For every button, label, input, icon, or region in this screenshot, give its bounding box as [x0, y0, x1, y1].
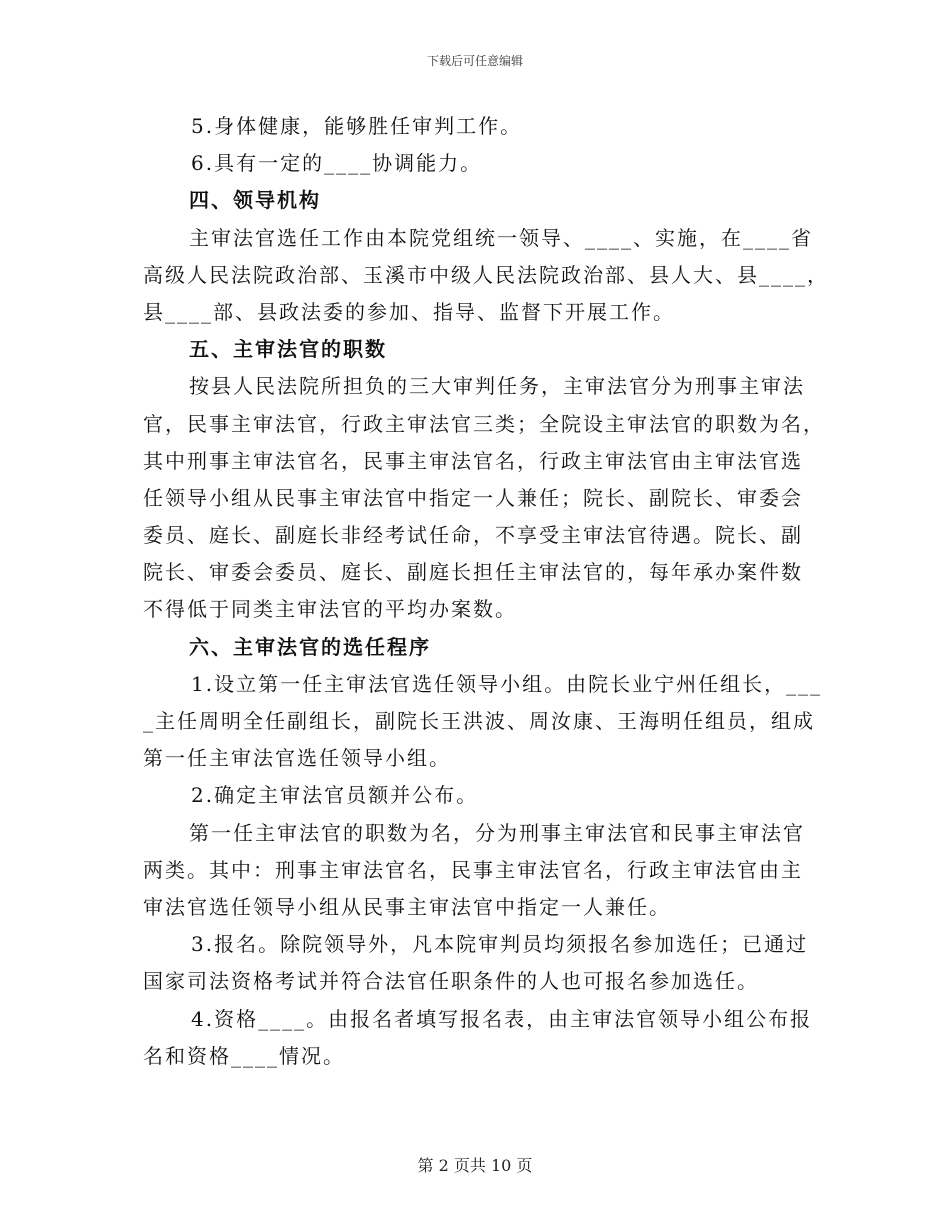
list-item-5: 5.身体健康，能够胜任审判工作。	[191, 114, 523, 138]
paragraph-line: 不得低于同类主审法官的平均办案数。	[143, 597, 517, 622]
paragraph-line: 高级人民法院政治部、玉溪市中级人民法院政治部、县人大、县____，	[143, 262, 829, 287]
document-body	[143, 108, 829, 1075]
paragraph-line: 主审法官选任工作由本院党组统一领导、____、实施，在____省	[189, 225, 813, 250]
page-number-footer: 第 2 页共 10 页	[417, 1156, 533, 1175]
section-heading-5: 五、主审法官的职数	[189, 337, 387, 362]
paragraph-line: 第一任主审法官选任领导小组。	[143, 746, 451, 771]
paragraph-line: 国家司法资格考试并符合法官任职条件的人也可报名参加选任。	[143, 969, 759, 994]
paragraph-line: 审法官选任领导小组从民事主审法官中指定一人兼任。	[143, 894, 671, 919]
paragraph-line: 两类。其中：刑事主审法官名，民事主审法官名，行政主审法官由主	[143, 857, 803, 882]
paragraph-line: 按县人民法院所担负的三大审判任务，主审法官分为刑事主审法	[189, 374, 805, 399]
list-item-3: 3.报名。除院领导外，凡本院审判员均须报名参加选任；已通过	[191, 932, 809, 957]
paragraph-line: 委员、庭长、副庭长非经考试任命，不享受主审法官待遇。院长、副	[143, 523, 803, 548]
list-item-1: 1.设立第一任主审法官选任领导小组。由院长业宁州任组长，___	[191, 671, 823, 696]
page-header: 下载后可任意编辑	[426, 54, 523, 68]
paragraph-line: 任领导小组从民事主审法官中指定一人兼任；院长、副院长、审委会	[143, 485, 803, 510]
paragraph-line: 院长、审委会委员、庭长、副庭长担任主审法官的，每年承办案件数	[143, 560, 803, 585]
paragraph-line: 县____部、县政法委的参加、指导、监督下开展工作。	[143, 299, 675, 324]
list-item-4: 4.资格____。由报名者填写报名表，由主审法官领导小组公布报	[191, 1006, 813, 1031]
paragraph-line: _主任周明全任副组长，副院长王洪波、周汝康、王海明任组员，组成	[143, 709, 815, 733]
paragraph-line: 第一任主审法官的职数为名，分为刑事主审法官和民事主审法官	[189, 820, 805, 845]
list-item-2: 2.确定主审法官员额并公布。	[191, 783, 479, 808]
paragraph-line: 名和资格____情况。	[143, 1043, 345, 1068]
paragraph-line: 官，民事主审法官，行政主审法官三类；全院设主审法官的职数为名，	[143, 411, 825, 436]
list-item-6: 6.具有一定的____协调能力。	[191, 151, 483, 176]
section-heading-6: 六、主审法官的选任程序	[189, 634, 431, 659]
paragraph-line: 其中刑事主审法官名，民事主审法官名，行政主审法官由主审法官选	[143, 448, 803, 473]
section-heading-4: 四、领导机构	[189, 188, 321, 213]
